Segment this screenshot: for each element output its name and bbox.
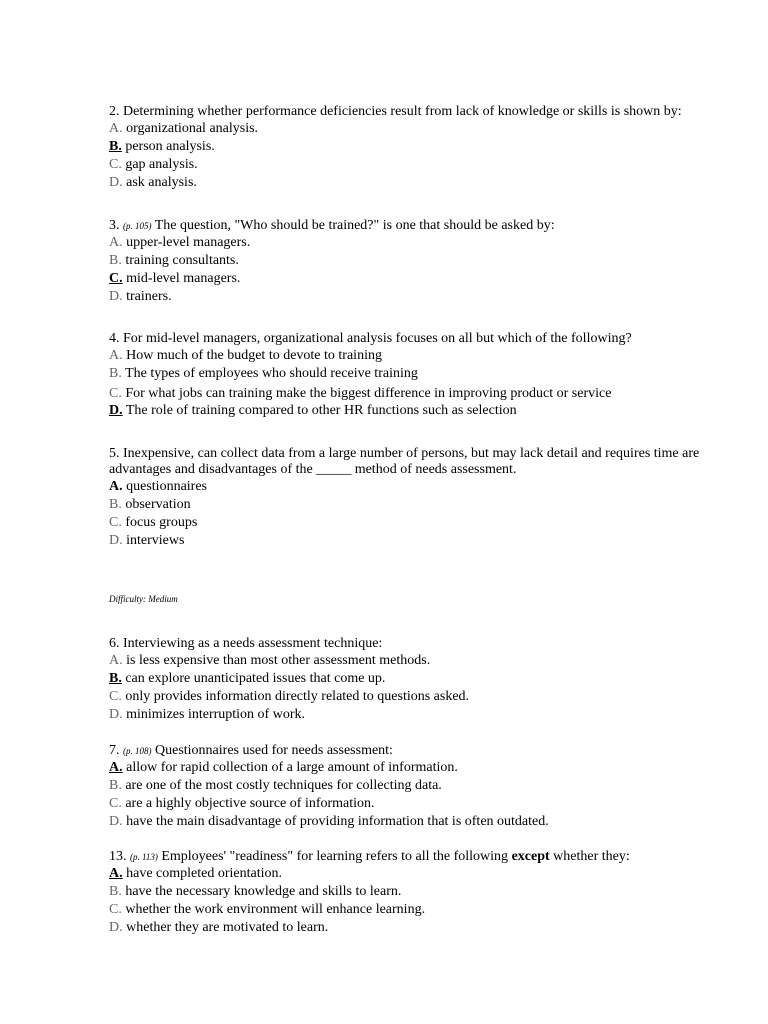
option-text: mid-level managers.	[126, 271, 241, 286]
option-b	[109, 252, 729, 270]
option-text: For what jobs can training make the biggest difference in improving product or service	[125, 386, 612, 401]
question-number: 13.	[109, 849, 127, 864]
question-6	[109, 636, 729, 724]
option-letter: B.	[109, 253, 122, 268]
option-b	[109, 496, 729, 514]
option-d	[109, 174, 729, 192]
option-a	[109, 865, 729, 883]
option-text: questionnaires	[126, 479, 207, 494]
option-letter: D.	[109, 533, 123, 548]
quiz-page	[109, 104, 729, 937]
option-text: whether they are motivated to learn.	[126, 920, 329, 935]
option-letter: A.	[109, 235, 123, 250]
option-text: can explore unanticipated issues that come up.	[125, 671, 386, 686]
option-d	[109, 288, 729, 306]
option-a	[109, 652, 729, 670]
option-text: are one of the most costly techniques for collecting data.	[125, 778, 442, 793]
question-stem: 6. Interviewing as a needs assessment technique:	[109, 636, 383, 651]
question-stem	[109, 849, 729, 865]
option-text: are a highly objective source of information.	[125, 796, 375, 811]
question-4	[109, 331, 729, 420]
option-c	[109, 795, 729, 813]
option-letter: C.	[109, 796, 122, 811]
option-letter: D.	[109, 289, 123, 304]
option-c	[109, 688, 729, 706]
question-stem: 2. Determining whether performance deficiencies result from lack of knowledge or skills is shown by:	[109, 104, 682, 119]
option-letter-correct: C.	[109, 271, 123, 286]
option-a	[109, 347, 729, 365]
option-letter-correct: A.	[109, 866, 123, 881]
option-letter: D.	[109, 707, 123, 722]
question-5	[109, 446, 729, 550]
question-7	[109, 743, 729, 831]
option-letter-correct: A.	[109, 760, 123, 775]
option-c	[109, 386, 729, 402]
question-2	[109, 104, 729, 192]
question-text-end: whether they:	[553, 849, 630, 864]
question-number: 3.	[109, 218, 120, 233]
option-text: minimizes interruption of work.	[126, 707, 305, 722]
option-text: only provides information directly related to questions asked.	[125, 689, 470, 704]
option-text: have completed orientation.	[126, 866, 283, 881]
question-text: Questionnaires used for needs assessment:	[155, 743, 393, 758]
question-number: 7.	[109, 743, 120, 758]
option-b	[109, 883, 729, 901]
option-text: allow for rapid collection of a large amount of information.	[126, 760, 458, 775]
option-text: have the main disadvantage of providing information that is often outdated.	[126, 814, 549, 829]
option-c	[109, 156, 729, 174]
option-a	[109, 759, 729, 777]
option-letter: C.	[109, 157, 122, 172]
question-stem	[109, 218, 729, 234]
option-letter: A.	[109, 348, 123, 363]
question-text-emphasis: except	[511, 849, 550, 864]
question-stem: 5. Inexpensive, can collect data from a large number of persons, but may lack detail and requires time are advantages and disadvantages of the _____ method of needs assessment.	[109, 446, 700, 477]
option-d	[109, 532, 729, 550]
option-letter: C.	[109, 902, 122, 917]
option-letter: C.	[109, 515, 122, 530]
option-letter: B.	[109, 497, 122, 512]
option-text: ask analysis.	[126, 175, 197, 190]
option-letter: A.	[109, 653, 123, 668]
option-d	[109, 402, 729, 420]
option-c	[109, 514, 729, 532]
option-text: person analysis.	[125, 139, 215, 154]
option-a	[109, 120, 729, 138]
option-letter: C.	[109, 689, 122, 704]
option-text: trainers.	[126, 289, 172, 304]
option-b	[109, 138, 729, 156]
option-c	[109, 270, 729, 288]
option-letter: D.	[109, 814, 123, 829]
option-text: organizational analysis.	[126, 121, 259, 136]
option-letter-correct: B.	[109, 139, 122, 154]
option-d	[109, 919, 729, 937]
option-text: gap analysis.	[125, 157, 198, 172]
option-letter: C.	[109, 386, 122, 401]
option-text: upper-level managers.	[126, 235, 251, 250]
option-text: whether the work environment will enhance learning.	[125, 902, 426, 917]
option-text: How much of the budget to devote to training	[126, 348, 382, 363]
option-letter: B.	[109, 778, 122, 793]
option-letter: A.	[109, 121, 123, 136]
option-a	[109, 478, 729, 496]
page-reference: (p. 108)	[123, 746, 152, 756]
option-text: observation	[125, 497, 191, 512]
option-b	[109, 670, 729, 688]
option-letter: D.	[109, 920, 123, 935]
option-text: training consultants.	[125, 253, 239, 268]
option-b	[109, 777, 729, 795]
question-3	[109, 218, 729, 306]
option-letter-correct: D.	[109, 403, 123, 418]
option-letter-correct: B.	[109, 671, 122, 686]
option-d	[109, 706, 729, 724]
page-reference: (p. 105)	[123, 221, 152, 231]
question-stem: 4. For mid-level managers, organizational analysis focuses on all but which of the following?	[109, 331, 632, 346]
option-text: The role of training compared to other HR functions such as selection	[125, 403, 517, 418]
question-text: The question, "Who should be trained?" is one that should be asked by:	[154, 218, 555, 233]
option-a	[109, 234, 729, 252]
page-reference: (p. 113)	[130, 852, 158, 862]
option-text: interviews	[126, 533, 185, 548]
option-b	[109, 365, 729, 383]
option-text: focus groups	[125, 515, 198, 530]
difficulty-label: Difficulty: Medium	[109, 594, 178, 604]
question-text: Employees' "readiness" for learning refers to all the following	[161, 849, 509, 864]
option-letter: D.	[109, 175, 123, 190]
option-letter: B.	[109, 366, 122, 381]
option-letter: B.	[109, 884, 122, 899]
option-text: The types of employees who should receive training	[125, 366, 418, 381]
option-letter-correct: A.	[109, 479, 123, 494]
question-stem	[109, 743, 729, 759]
option-d	[109, 813, 729, 831]
option-text: have the necessary knowledge and skills to learn.	[125, 884, 402, 899]
question-13	[109, 849, 729, 937]
option-c	[109, 901, 729, 919]
option-text: is less expensive than most other assessment methods.	[126, 653, 431, 668]
